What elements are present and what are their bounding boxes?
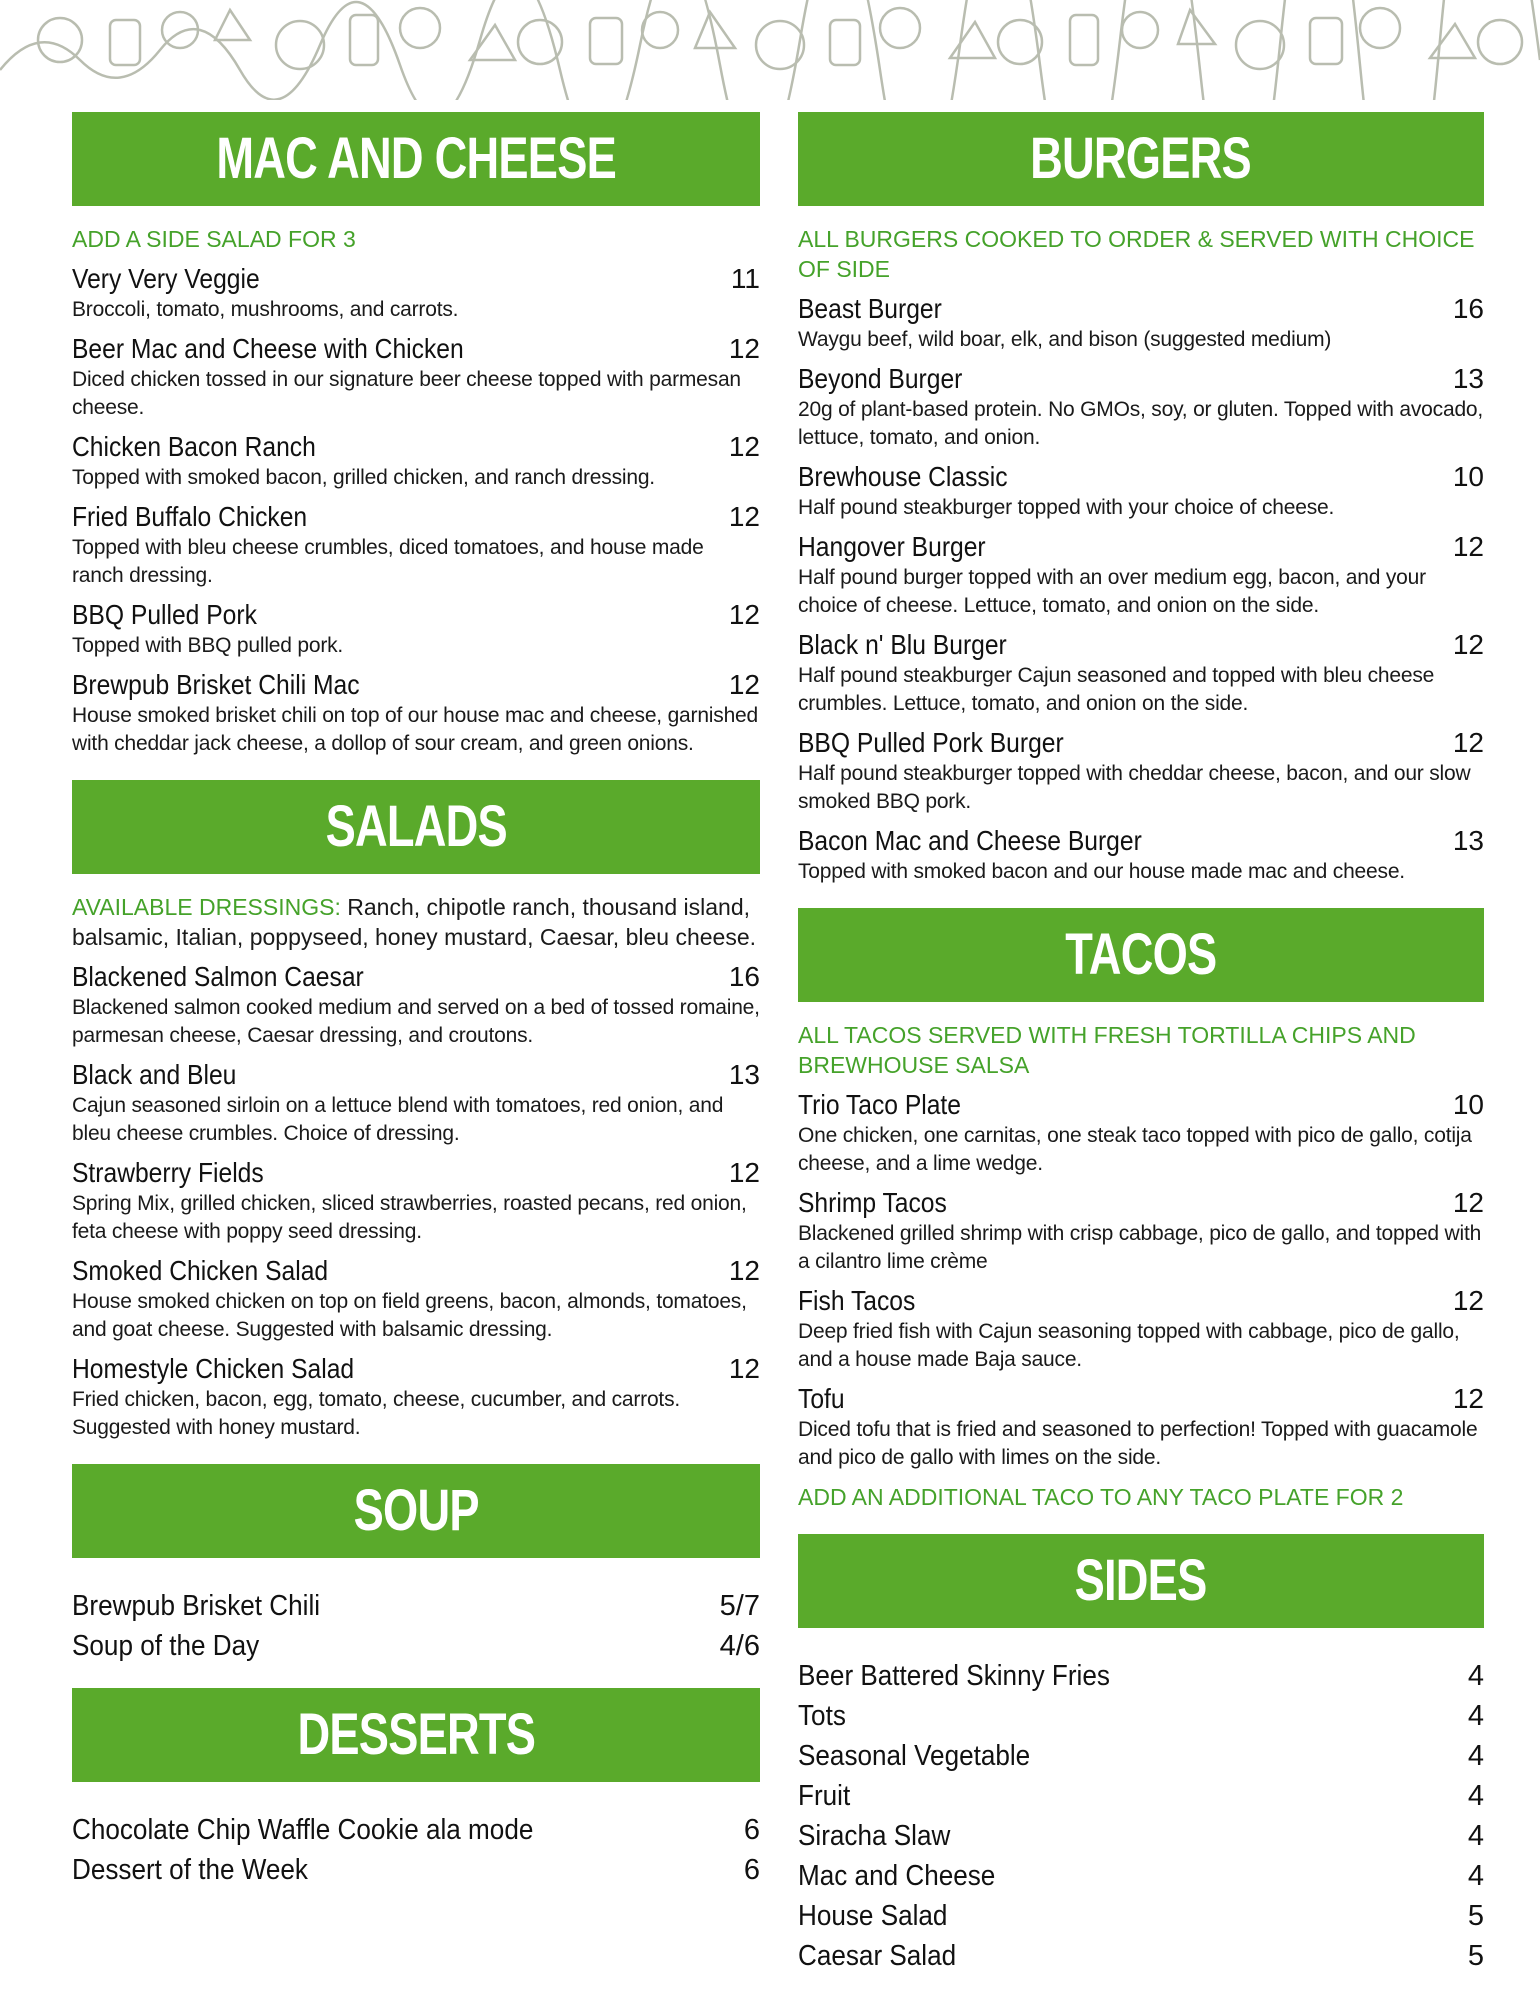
menu-item-header xyxy=(72,500,760,534)
menu-row xyxy=(798,1816,1484,1856)
doodle-pattern-icon xyxy=(0,0,1540,100)
menu-item-price: 11 xyxy=(730,263,760,294)
dressings-label: AVAILABLE DRESSINGS: xyxy=(72,894,341,920)
menu-row-price: 4 xyxy=(1467,1700,1484,1732)
menu-item-name: Hangover Burger xyxy=(798,531,986,562)
menu-row-name: Chocolate Chip Waffle Cookie ala mode xyxy=(72,1814,534,1846)
menu-item-name: Bacon Mac and Cheese Burger xyxy=(798,825,1142,856)
menu-item-description: Cajun seasoned sirloin on a lettuce blend with tomatoes, red onion, and bleu cheese crumbles. Choice of dressing. xyxy=(72,1094,724,1145)
menu-row-price: 4 xyxy=(1467,1740,1484,1772)
menu-item xyxy=(72,1058,760,1148)
menu-item-header xyxy=(798,824,1484,858)
menu-item-header xyxy=(798,726,1484,760)
menu-item xyxy=(72,262,760,324)
desserts-title: DESSERTS xyxy=(297,1702,535,1767)
menu-item xyxy=(72,1352,760,1442)
menu-item-name: BBQ Pulled Pork Burger xyxy=(798,727,1064,758)
salads-items xyxy=(72,960,760,1442)
menu-item-price: 16 xyxy=(728,961,760,992)
menu-item xyxy=(798,1382,1484,1472)
menu-item-price: 13 xyxy=(1452,363,1484,394)
mac-and-cheese-banner xyxy=(72,112,760,206)
menu-item-header xyxy=(72,1254,760,1288)
menu-item-name: Fried Buffalo Chicken xyxy=(72,501,308,532)
menu-item xyxy=(798,292,1484,354)
menu-item-header xyxy=(798,1284,1484,1318)
menu-row xyxy=(798,1656,1484,1696)
menu-row-name: Seasonal Vegetable xyxy=(798,1740,1031,1772)
menu-item xyxy=(798,1284,1484,1374)
menu-item-header xyxy=(798,460,1484,494)
menu-item-header xyxy=(72,1058,760,1092)
menu-row-name: House Salad xyxy=(798,1900,948,1932)
menu-row-name: Brewpub Brisket Chili xyxy=(72,1590,321,1622)
menu-item-name: Black and Bleu xyxy=(72,1059,237,1090)
menu-item-price: 16 xyxy=(1452,293,1484,324)
menu-item-header xyxy=(72,960,760,994)
menu-item xyxy=(72,598,760,660)
menu-row-price: 4 xyxy=(1467,1780,1484,1812)
menu-item-price: 12 xyxy=(1452,1285,1484,1316)
menu-row xyxy=(798,1736,1484,1776)
menu-item xyxy=(72,332,760,422)
menu-item-price: 12 xyxy=(728,431,760,462)
menu-row-name: Tots xyxy=(798,1700,846,1732)
soup-banner xyxy=(72,1464,760,1558)
menu-item-description: Blackened grilled shrimp with crisp cabbage, pico de gallo, and topped with a cilantro lime crème xyxy=(798,1222,1482,1273)
menu-item-price: 12 xyxy=(728,599,760,630)
menu-item xyxy=(72,668,760,758)
salads-dressings-note xyxy=(72,892,760,952)
menu-item-description: Diced tofu that is fried and seasoned to perfection! Topped with guacamole and pico de gallo with limes on the side. xyxy=(798,1418,1478,1469)
menu-item-description: Topped with smoked bacon and our house made mac and cheese. xyxy=(798,860,1405,883)
menu-row-name: Caesar Salad xyxy=(798,1940,957,1972)
menu-item-name: Tofu xyxy=(798,1383,845,1414)
menu-item-name: Brewpub Brisket Chili Mac xyxy=(72,669,360,700)
menu-row xyxy=(72,1586,760,1626)
menu-row xyxy=(798,1696,1484,1736)
menu-row xyxy=(798,1936,1484,1976)
tacos-items xyxy=(798,1088,1484,1472)
menu-row-price: 4 xyxy=(1467,1660,1484,1692)
menu-item-description: Fried chicken, bacon, egg, tomato, cheese, cucumber, and carrots. Suggested with honey mustard. xyxy=(72,1388,680,1439)
menu-item-price: 12 xyxy=(1452,727,1484,758)
soup-items xyxy=(72,1586,760,1666)
menu-item-price: 13 xyxy=(1452,825,1484,856)
menu-item-name: Strawberry Fields xyxy=(72,1157,264,1188)
menu-item-description: Half pound steakburger topped with cheddar cheese, bacon, and our slow smoked BBQ pork. xyxy=(798,762,1471,813)
menu-row-price: 5/7 xyxy=(719,1590,760,1622)
menu-row-price: 6 xyxy=(743,1854,760,1886)
menu-item-price: 12 xyxy=(728,669,760,700)
soup-title: SOUP xyxy=(353,1478,479,1543)
menu-row-price: 5 xyxy=(1467,1940,1484,1972)
salads-title: SALADS xyxy=(325,794,507,859)
burgers-items xyxy=(798,292,1484,886)
menu-item-description: Topped with bleu cheese crumbles, diced tomatoes, and house made ranch dressing. xyxy=(72,536,704,587)
doodle-border-decoration xyxy=(0,0,1540,100)
menu-item-description: Diced chicken tossed in our signature beer cheese topped with parmesan cheese. xyxy=(72,368,741,419)
menu-row-name: Beer Battered Skinny Fries xyxy=(798,1660,1110,1692)
menu-item xyxy=(72,1156,760,1246)
menu-item-name: Beer Mac and Cheese with Chicken xyxy=(72,333,464,364)
menu-row xyxy=(72,1850,760,1890)
menu-item-name: Beast Burger xyxy=(798,293,942,324)
menu-item-name: Very Very Veggie xyxy=(72,263,260,294)
sides-items xyxy=(798,1656,1484,1976)
menu-item xyxy=(798,460,1484,522)
menu-item-description: Topped with BBQ pulled pork. xyxy=(72,634,344,657)
menu-item-name: Fish Tacos xyxy=(798,1285,916,1316)
menu-item-price: 12 xyxy=(1452,531,1484,562)
menu-item-name: Smoked Chicken Salad xyxy=(72,1255,329,1286)
menu-item xyxy=(798,628,1484,718)
menu-row-price: 5 xyxy=(1467,1900,1484,1932)
desserts-items xyxy=(72,1810,760,1890)
menu-item-description: House smoked brisket chili on top of our house mac and cheese, garnished with cheddar jack cheese, a dollop of sour cream, and green onions. xyxy=(72,704,759,755)
tacos-footer-note: ADD AN ADDITIONAL TACO TO ANY TACO PLATE FOR 2 xyxy=(798,1484,1404,1510)
menu-item-header xyxy=(798,530,1484,564)
menu-row-name: Soup of the Day xyxy=(72,1630,260,1662)
sides-banner xyxy=(798,1534,1484,1628)
tacos-title: TACOS xyxy=(1065,922,1217,987)
right-column xyxy=(798,112,1484,1976)
menu-row-price: 4 xyxy=(1467,1820,1484,1852)
menu-item-header xyxy=(72,1156,760,1190)
menu-item-price: 10 xyxy=(1452,1089,1484,1120)
menu-item-price: 12 xyxy=(728,1353,760,1384)
tacos-banner xyxy=(798,908,1484,1002)
mac-and-cheese-title: MAC AND CHEESE xyxy=(216,126,616,191)
menu-item-header xyxy=(798,628,1484,662)
mac-and-cheese-note: ADD A SIDE SALAD FOR 3 xyxy=(72,226,356,252)
menu-item-name: Brewhouse Classic xyxy=(798,461,1008,492)
menu-item-name: Blackened Salmon Caesar xyxy=(72,961,364,992)
mac-and-cheese-items xyxy=(72,262,760,758)
dressings-list: Ranch, chipotle ranch, thousand island, balsamic, Italian, poppyseed, honey mustard, Caesar, bleu cheese. xyxy=(72,894,757,950)
left-column xyxy=(72,112,760,1890)
menu-row xyxy=(798,1776,1484,1816)
menu-row-price: 4/6 xyxy=(719,1630,760,1662)
menu-item xyxy=(798,362,1484,452)
menu-row-name: Dessert of the Week xyxy=(72,1854,308,1886)
menu-item-description: Blackened salmon cooked medium and served on a bed of tossed romaine, parmesan cheese, Caesar dressing, and croutons. xyxy=(72,996,760,1047)
menu-item-price: 12 xyxy=(1452,1383,1484,1414)
menu-item xyxy=(72,960,760,1050)
menu-item-name: BBQ Pulled Pork xyxy=(72,599,257,630)
menu-item-description: Half pound steakburger Cajun seasoned and topped with bleu cheese crumbles. Lettuce, tomato, and onion on the side. xyxy=(798,664,1435,715)
menu-item-description: Spring Mix, grilled chicken, sliced strawberries, roasted pecans, red onion, feta cheese with poppy seed dressing. xyxy=(72,1192,747,1243)
menu-row-price: 6 xyxy=(743,1814,760,1846)
menu-row xyxy=(798,1856,1484,1896)
menu-item-price: 10 xyxy=(1452,461,1484,492)
menu-item-name: Shrimp Tacos xyxy=(798,1187,947,1218)
sides-title: SIDES xyxy=(1075,1548,1207,1613)
menu-item-description: House smoked chicken on top on field greens, bacon, almonds, tomatoes, and goat cheese. Suggested with balsamic dressing. xyxy=(72,1290,747,1341)
salads-banner xyxy=(72,780,760,874)
menu-item xyxy=(72,500,760,590)
menu-item-header xyxy=(72,668,760,702)
menu-item xyxy=(798,824,1484,886)
menu-row xyxy=(72,1626,760,1666)
menu-item-name: Beyond Burger xyxy=(798,363,963,394)
menu-item xyxy=(798,530,1484,620)
burgers-note: ALL BURGERS COOKED TO ORDER & SERVED WITH CHOICE OF SIDE xyxy=(798,226,1475,282)
menu-item-header xyxy=(798,1382,1484,1416)
burgers-banner xyxy=(798,112,1484,206)
menu-item-header xyxy=(72,332,760,366)
menu-item-name: Trio Taco Plate xyxy=(798,1089,961,1120)
menu-item-description: Half pound steakburger topped with your choice of cheese. xyxy=(798,496,1335,519)
menu-row-name: Siracha Slaw xyxy=(798,1820,951,1852)
menu-item-description: Half pound burger topped with an over medium egg, bacon, and your choice of cheese. Lettuce, tomato, and onion on the side. xyxy=(798,566,1426,617)
menu-item xyxy=(798,1088,1484,1178)
menu-item xyxy=(798,726,1484,816)
menu-item-header xyxy=(72,262,760,296)
menu-item-price: 12 xyxy=(728,1157,760,1188)
menu-item-description: 20g of plant-based protein. No GMOs, soy, or gluten. Topped with avocado, lettuce, tomato, and onion. xyxy=(798,398,1484,449)
menu-row xyxy=(798,1896,1484,1936)
menu-item-price: 12 xyxy=(728,501,760,532)
menu-item-description: Topped with smoked bacon, grilled chicken, and ranch dressing. xyxy=(72,466,655,489)
menu-item-name: Homestyle Chicken Salad xyxy=(72,1353,355,1384)
menu-item-price: 12 xyxy=(728,1255,760,1286)
menu-item-header xyxy=(72,430,760,464)
menu-item-name: Chicken Bacon Ranch xyxy=(72,431,316,462)
menu-item-header xyxy=(798,1186,1484,1220)
menu-row-price: 4 xyxy=(1467,1860,1484,1892)
menu-row-name: Mac and Cheese xyxy=(798,1860,996,1892)
desserts-banner xyxy=(72,1688,760,1782)
menu-item-description: Waygu beef, wild boar, elk, and bison (suggested medium) xyxy=(798,328,1332,351)
tacos-note: ALL TACOS SERVED WITH FRESH TORTILLA CHIPS AND BREWHOUSE SALSA xyxy=(798,1022,1416,1078)
menu-item-description: One chicken, one carnitas, one steak taco topped with pico de gallo, cotija cheese, and a lime wedge. xyxy=(798,1124,1472,1175)
menu-item-description: Broccoli, tomato, mushrooms, and carrots. xyxy=(72,298,459,321)
menu-row xyxy=(72,1810,760,1850)
menu-item-header xyxy=(72,1352,760,1386)
menu-item-price: 13 xyxy=(728,1059,760,1090)
menu-item-header xyxy=(798,1088,1484,1122)
menu-item-price: 12 xyxy=(1452,1187,1484,1218)
burgers-title: BURGERS xyxy=(1030,126,1252,191)
menu-item-price: 12 xyxy=(1452,629,1484,660)
menu-item xyxy=(72,1254,760,1344)
menu-item-header xyxy=(798,362,1484,396)
menu-item-name: Black n' Blu Burger xyxy=(798,629,1007,660)
menu-item-header xyxy=(798,292,1484,326)
menu-row-name: Fruit xyxy=(798,1780,851,1812)
menu-item-description: Deep fried fish with Cajun seasoning topped with cabbage, pico de gallo, and a house made Baja sauce. xyxy=(798,1320,1460,1371)
menu-item-header xyxy=(72,598,760,632)
menu-item-price: 12 xyxy=(728,333,760,364)
menu-item xyxy=(798,1186,1484,1276)
menu-item xyxy=(72,430,760,492)
